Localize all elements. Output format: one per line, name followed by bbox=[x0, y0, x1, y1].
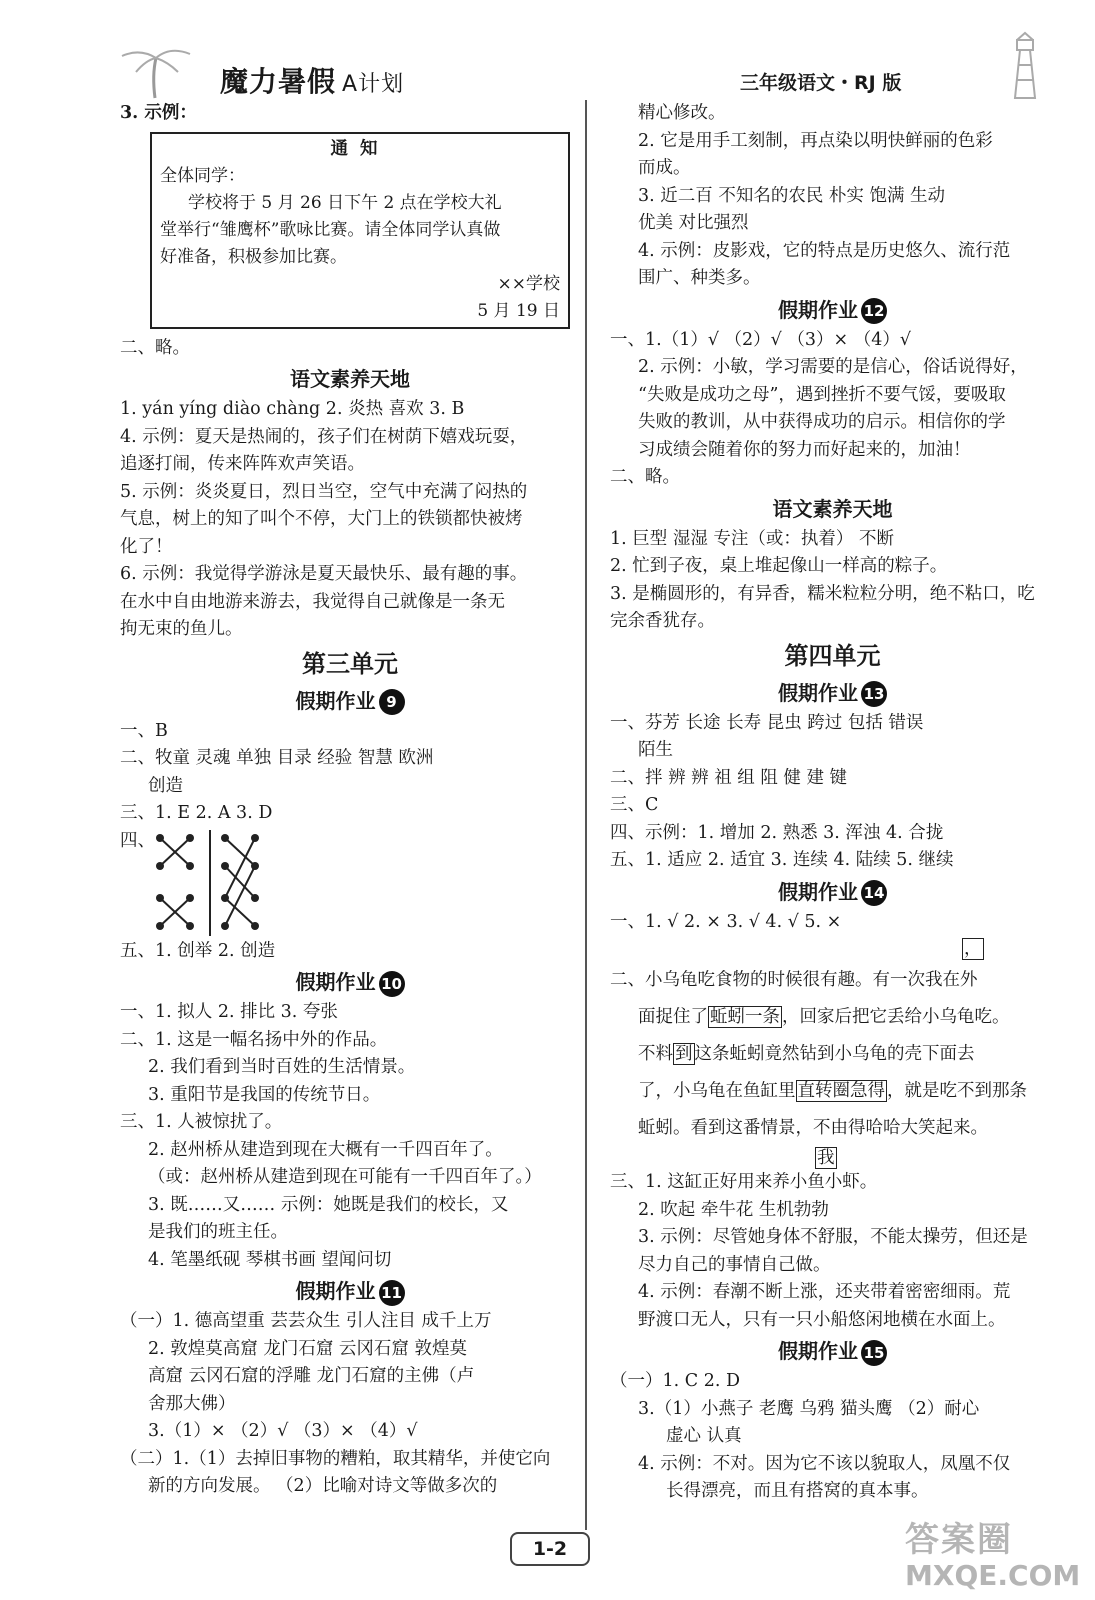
column-divider bbox=[585, 100, 587, 1530]
watermark bbox=[905, 1520, 1080, 1592]
answer-line: 一、1. √ 2. × 3. √ 4. √ 5. × bbox=[610, 911, 842, 932]
answer-line: 一、1. 拟人 2. 排比 3. 夸张 bbox=[120, 1002, 338, 1022]
answer-line: 尽力自己的事情自己做。 bbox=[638, 1254, 831, 1275]
answer-line: 四、 bbox=[120, 830, 155, 851]
section-title: 语文素养天地 bbox=[772, 496, 893, 521]
proofread-line: 蚯蚓。看到这番情景，不由得哈哈大笑起来。 bbox=[638, 1118, 988, 1138]
answer-line: 一、芬芳 长途 长寿 昆虫 跨过 包括 错误 bbox=[610, 712, 924, 733]
answer-line: 3. 近二百 不知名的农民 朴实 饱满 生动 bbox=[638, 185, 946, 206]
answer-line: 追逐打闹，传来阵阵欢声笑语。 bbox=[120, 454, 365, 474]
answer-line: 3.（1）小燕子 老鹰 乌鸦 猫头鹰 （2）耐心 bbox=[638, 1398, 980, 1419]
watermark-title: 答案圈 bbox=[905, 1520, 1013, 1560]
answer-line: 6. 示例：我觉得学游泳是夏天最快乐、最有趣的事。 bbox=[120, 564, 528, 584]
answer-line: 高窟 云冈石窟的浮雕 龙门石窟的主佛（卢 bbox=[148, 1366, 475, 1386]
homework-label: 假期作业 bbox=[778, 879, 858, 904]
answer-line: 4. 示例：不对。因为它不该以貌取人，凤凰不仅 bbox=[638, 1453, 1011, 1474]
homework-label: 假期作业 bbox=[295, 688, 376, 713]
answer-line: 4. 示例：皮影戏，它的特点是历史悠久、流行范 bbox=[638, 240, 1011, 261]
notice-body-1: 学校将于 5 月 26 日下午 2 点在学校大礼 bbox=[188, 192, 502, 213]
answer-line: 2. 赵州桥从建造到现在大概有一千四百年了。 bbox=[148, 1139, 503, 1160]
answer-line: 2. 吹起 牵牛花 生机勃勃 bbox=[638, 1199, 829, 1220]
answer-line: 一、B bbox=[120, 720, 168, 741]
answer-line: 五、1. 适应 2. 适宜 3. 连续 4. 陆续 5. 继续 bbox=[610, 850, 954, 870]
brand-title bbox=[220, 60, 404, 100]
answer-line: 是我们的班主任。 bbox=[148, 1222, 288, 1242]
homework-number: 14 bbox=[861, 880, 887, 906]
answer-line: 4. 示例：夏天是热闹的，孩子们在树荫下嬉戏玩耍， bbox=[120, 426, 528, 447]
homework-title bbox=[120, 965, 580, 999]
notice-title: 通知 bbox=[330, 138, 390, 159]
answer-line: 3.（1）× （2）√ （3）× （4）√ bbox=[148, 1421, 418, 1441]
answer-line: 化了！ bbox=[120, 536, 173, 557]
answer-line: 3. 是椭圆形的，有异香，糯米粒粒分明，绝不粘口，吃 bbox=[610, 583, 1035, 604]
answer-line: 二、牧童 灵魂 单独 目录 经验 智慧 欧洲 bbox=[120, 748, 434, 768]
proofread-line: 不料 到 这条蚯蚓竟然钻到小乌龟的壳下面去 bbox=[638, 1044, 975, 1064]
answer-line: （或：赵州桥从建造到现在可能有一千四百年了。） bbox=[148, 1167, 542, 1187]
answer-line: 五、1. 创举 2. 创造 bbox=[120, 940, 276, 961]
homework-number: 11 bbox=[379, 1280, 405, 1306]
notice-body-3: 好准备，积极参加比赛。 bbox=[160, 246, 347, 267]
answer-line: 二、拌 辨 辨 祖 组 阻 健 建 键 bbox=[610, 767, 848, 788]
page-number: 1-2 bbox=[510, 1532, 590, 1566]
proofread-line: 了，小乌龟在鱼缸里 直转圈急得 ，就是吃不到那条 bbox=[638, 1081, 1027, 1101]
brand-sub: A计划 bbox=[342, 72, 405, 97]
homework-title bbox=[610, 1334, 1055, 1368]
homework-title bbox=[610, 293, 1055, 327]
proofread-line: 面捉住了 蚯蚓一条 ，回家后把它丢给小乌龟吃。 bbox=[638, 1007, 1010, 1027]
unit-title: 第四单元 bbox=[784, 641, 881, 670]
homework-number: 12 bbox=[861, 298, 887, 324]
homework-number: 15 bbox=[861, 1340, 887, 1366]
answer-line: 1. 巨型 湿湿 专注（或：执着） 不断 bbox=[610, 528, 894, 549]
homework-title bbox=[610, 676, 1055, 710]
answer-line: 三、1. 这缸正好用来养小鱼小虾。 bbox=[610, 1172, 878, 1192]
answer-line: 一、1.（1）√ （2）√ （3）× （4）√ bbox=[610, 329, 912, 350]
answer-line: 三、C bbox=[610, 795, 659, 815]
notice-sign: ××学校 bbox=[497, 273, 560, 294]
homework-number: 13 bbox=[861, 681, 887, 707]
answer-line: 2. 示例：小敏，学习需要的是信心，俗话说得好， bbox=[638, 357, 1028, 377]
answer-line: 新的方向发展。 （2）比喻对诗文等做多次的 bbox=[148, 1476, 498, 1496]
answer-line: 5. 示例：炎炎夏日，烈日当空，空气中充满了闷热的 bbox=[120, 481, 528, 502]
homework-label: 假期作业 bbox=[778, 297, 858, 322]
answer-line: 创造 bbox=[148, 775, 183, 796]
homework-label: 假期作业 bbox=[778, 680, 858, 705]
answer-line: 四、示例：1. 增加 2. 熟悉 3. 浑浊 4. 合拢 bbox=[610, 822, 944, 843]
answer-line: 4. 笔墨纸砚 琴棋书画 望闻问切 bbox=[148, 1249, 392, 1270]
answer-line: 三、1. E 2. A 3. D bbox=[120, 803, 273, 823]
left-column bbox=[120, 100, 580, 1501]
answer-line: 三、1. 人被惊扰了。 bbox=[120, 1112, 283, 1132]
answer-line: 野渡口无人，只有一只小船悠闲地横在水面上。 bbox=[638, 1309, 1006, 1330]
answer-line: 2. 敦煌莫高窟 龙门石窟 云冈石窟 敦煌莫 bbox=[148, 1338, 467, 1359]
matching-lines-icon bbox=[150, 828, 270, 938]
answer-line: 二、略。 bbox=[610, 467, 680, 487]
homework-number: 10 bbox=[379, 971, 405, 997]
answer-line: 虚心 认真 bbox=[666, 1426, 742, 1446]
brand-main: 魔力暑假 bbox=[220, 65, 337, 98]
notice-body-2: 堂举行“雏鹰杯”歌咏比赛。请全体同学认真做 bbox=[160, 219, 501, 240]
answer-line: 2. 忙到子夜，桌上堆起像山一样高的粽子。 bbox=[610, 556, 948, 576]
page-header bbox=[0, 0, 1095, 105]
lighthouse-icon bbox=[990, 30, 1060, 100]
er-lue: 二、略。 bbox=[120, 337, 190, 358]
matching-diagram bbox=[120, 828, 580, 938]
answer-line: 完余香犹存。 bbox=[610, 611, 715, 631]
answer-line: “失败是成功之母”，遇到挫折不要气馁，要吸取 bbox=[638, 384, 1006, 405]
section-title: 语文素养天地 bbox=[290, 367, 410, 391]
unit-title: 第三单元 bbox=[302, 649, 398, 678]
homework-title bbox=[120, 684, 580, 718]
answer-line: 4. 示例：春潮不断上涨，还夹带着密密细雨。荒 bbox=[638, 1282, 1011, 1302]
answer-line: 在水中自由地游来游去，我觉得自己就像是一条无 bbox=[120, 591, 505, 612]
answer-line: 拘无束的鱼儿。 bbox=[120, 619, 243, 639]
homework-label: 假期作业 bbox=[778, 1339, 858, 1363]
answer-line: 气息，树上的知了叫个不停，大门上的铁锁都快被烤 bbox=[120, 509, 523, 529]
answer-line: 舍那大佛） bbox=[148, 1393, 236, 1414]
notice-box bbox=[150, 132, 570, 329]
answer-line: 习成绩会随着你的努力而好起来的，加油！ bbox=[638, 439, 971, 460]
homework-label: 假期作业 bbox=[295, 970, 376, 994]
insert-comma-mark: ， bbox=[964, 939, 982, 959]
grade-label: 三年级语文・RJ 版 bbox=[740, 72, 902, 94]
homework-title bbox=[610, 875, 1055, 909]
answer-line: 精心修改。 bbox=[638, 103, 726, 123]
answer-line: 1. yán yíng diào chàng 2. 炎热 喜欢 3. B bbox=[120, 399, 465, 419]
answer-line: 围广、种类多。 bbox=[638, 268, 761, 288]
proofread-line: 二、小乌龟吃食物的时候很有趣。有一次我在外 bbox=[610, 970, 978, 990]
homework-label: 假期作业 bbox=[295, 1279, 376, 1303]
answer-line: 二、1. 这是一幅名扬中外的作品。 bbox=[120, 1029, 388, 1050]
answer-line: 3. 示例：尽管她身体不舒服，不能太操劳，但还是 bbox=[638, 1227, 1028, 1247]
answer-line: 长得漂亮，而且有搭窝的真本事。 bbox=[666, 1481, 929, 1501]
insert-word-mark: 我 bbox=[817, 1148, 835, 1168]
answer-line: 而成。 bbox=[638, 158, 691, 178]
homework-title bbox=[120, 1274, 580, 1308]
right-column bbox=[610, 100, 1055, 1506]
notice-salutation: 全体同学： bbox=[160, 165, 245, 186]
answer-line: 2. 我们看到当时百姓的生活情景。 bbox=[148, 1057, 416, 1077]
answer-line: 失败的教训，从中获得成功的启示。相信你的学 bbox=[638, 412, 1006, 432]
answer-line: 2. 它是用手工刻制，再点染以明快鲜丽的色彩 bbox=[638, 130, 993, 151]
homework-number: 9 bbox=[379, 689, 405, 715]
watermark-url: MXQE.COM bbox=[905, 1559, 1081, 1592]
answer-line: 3. 重阳节是我国的传统节日。 bbox=[148, 1084, 381, 1105]
answer-line: （二）1.（1）去掉旧事物的糟粕，取其精华，并使它向 bbox=[120, 1448, 551, 1469]
proofreading-exercise bbox=[610, 936, 1055, 1169]
answer-line: 陌生 bbox=[638, 740, 673, 760]
answer-line: （一）1. C 2. D bbox=[610, 1371, 741, 1391]
palm-tree-icon bbox=[110, 40, 200, 100]
answer-line: 3. 既……又…… 示例：她既是我们的校长，又 bbox=[148, 1194, 509, 1215]
notice-date: 5 月 19 日 bbox=[477, 300, 560, 321]
q3-label: 3. 示例： bbox=[120, 103, 197, 123]
answer-line: （一）1. 德高望重 芸芸众生 引人注目 成千上万 bbox=[120, 1311, 492, 1331]
answer-line: 优美 对比强烈 bbox=[638, 213, 749, 233]
